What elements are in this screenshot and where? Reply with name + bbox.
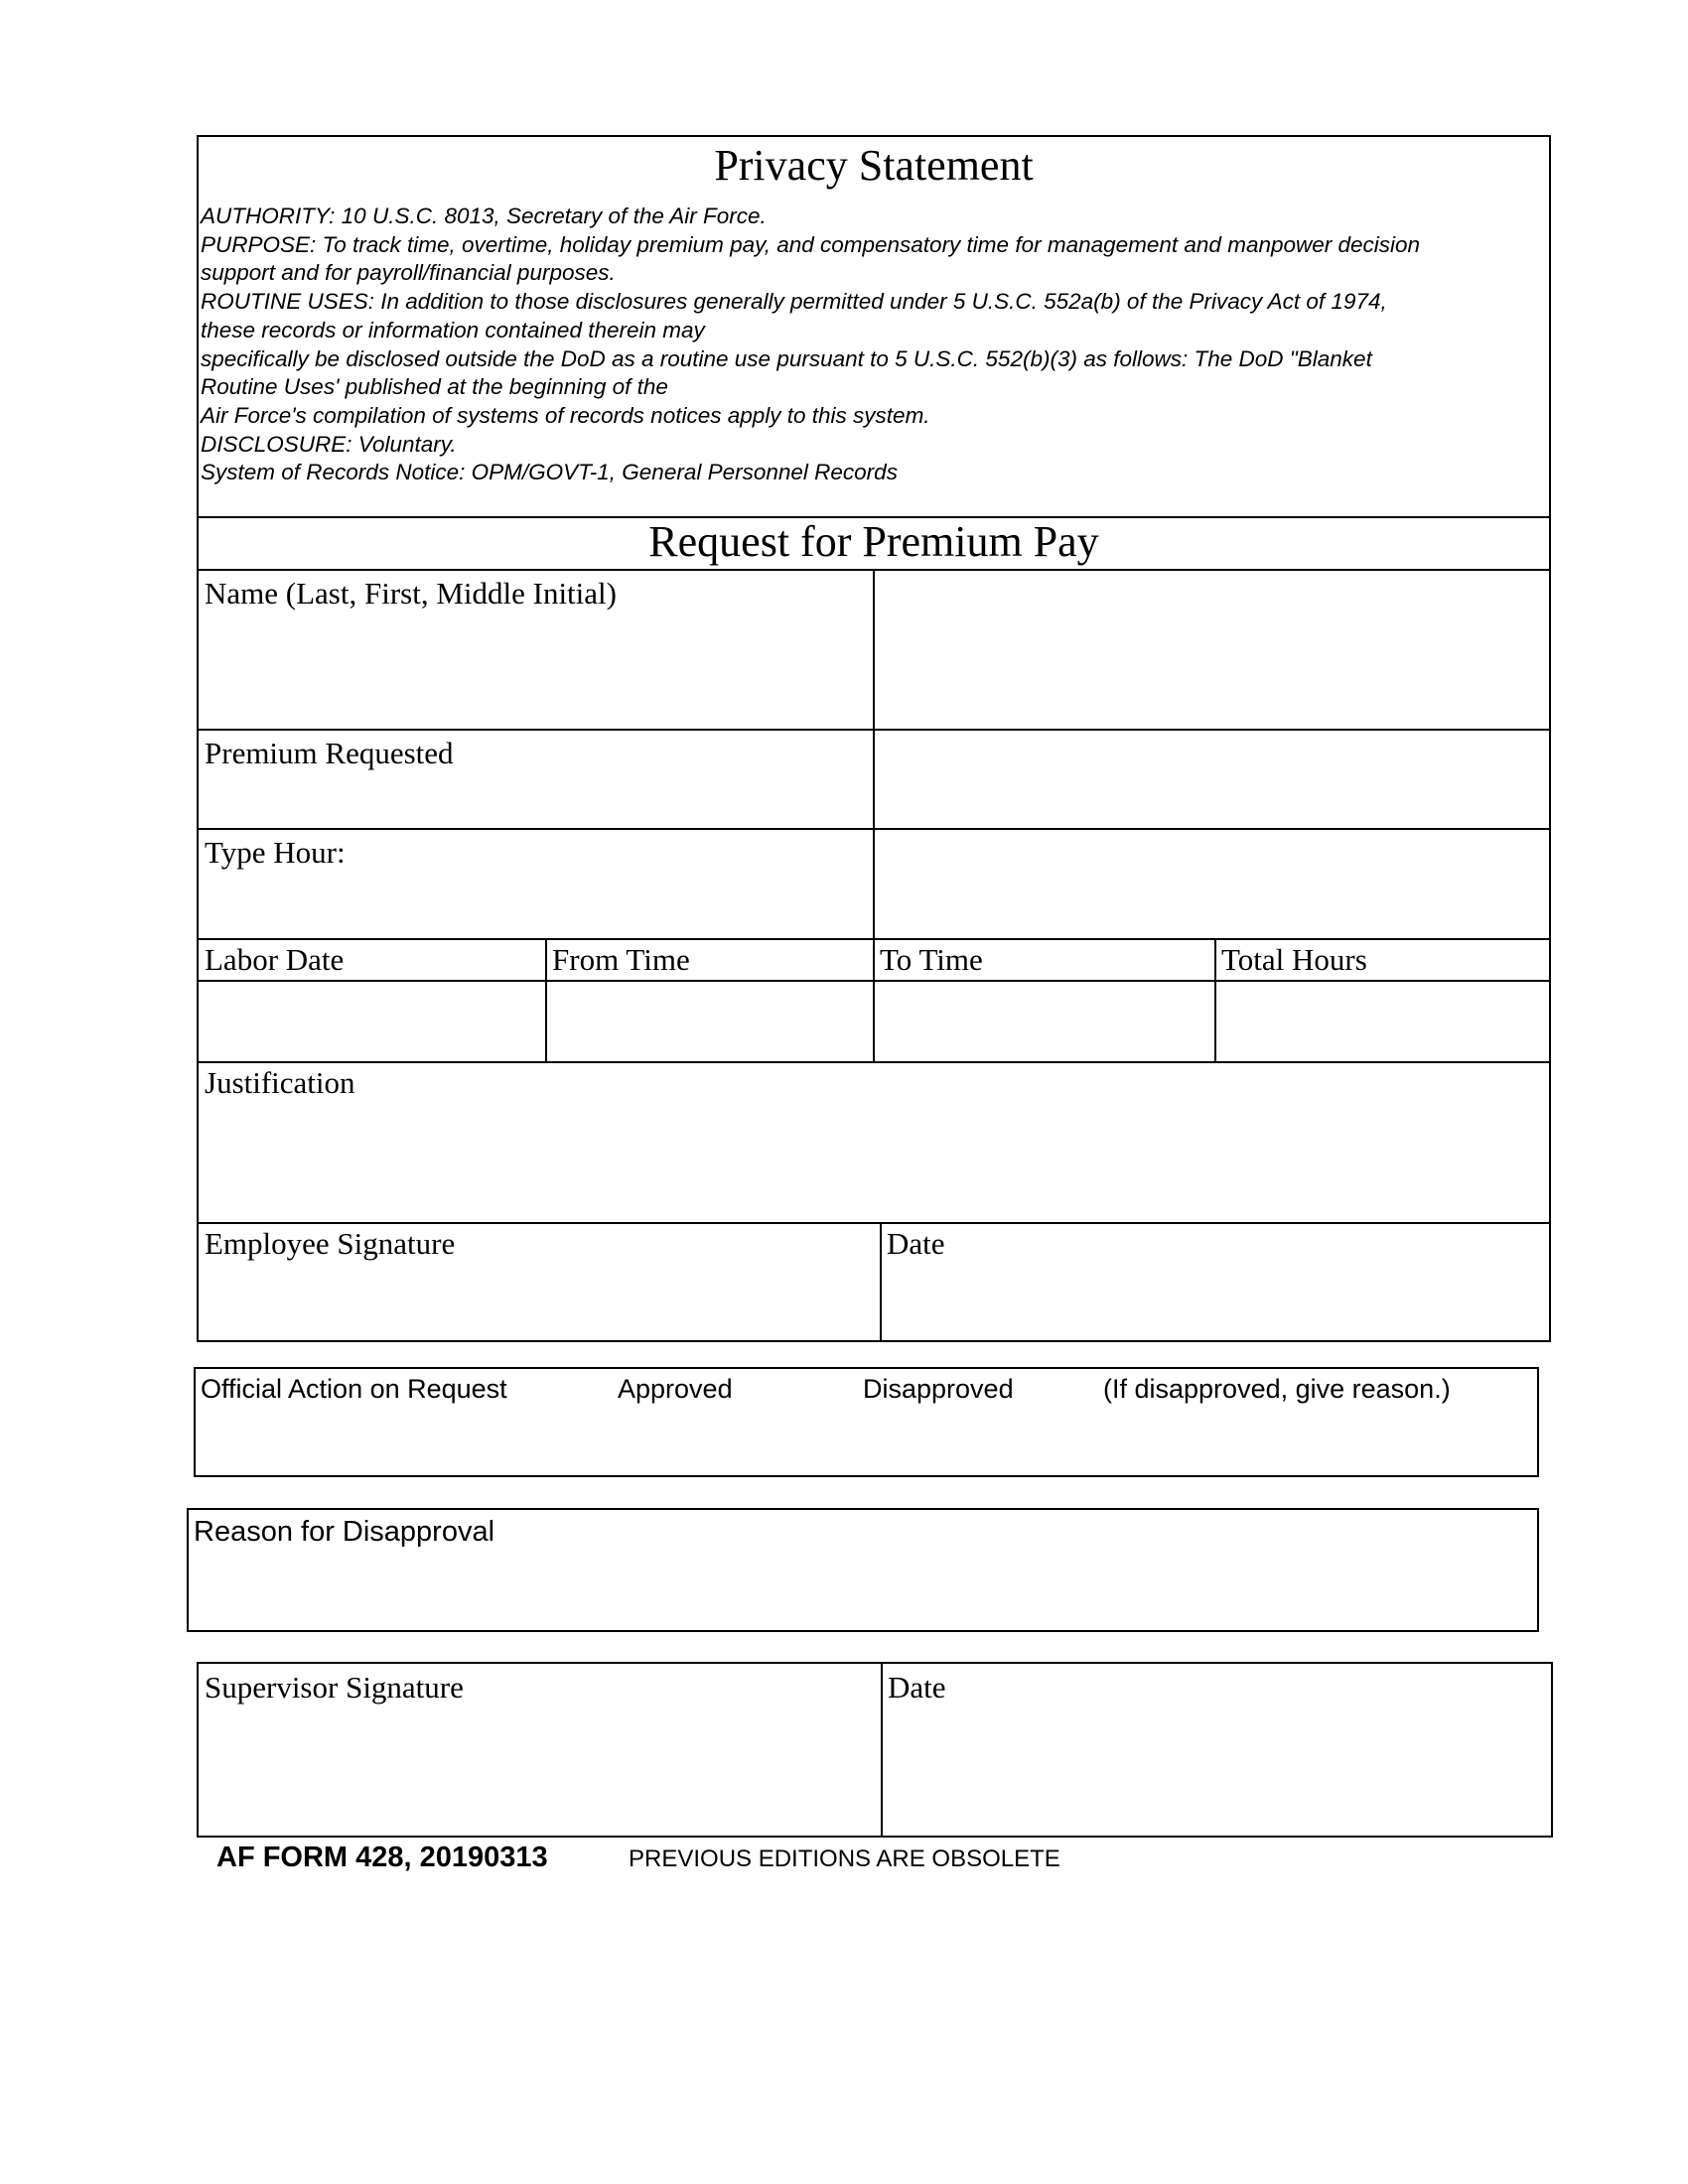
disapproval-note: (If disapproved, give reason.) [1103,1374,1451,1404]
from-time-label: From Time [552,942,690,977]
disapproval-reason-box [187,1508,1539,1632]
privacy-line: Air Force's compilation of systems of records notices apply to this system. [201,402,930,428]
employee-signature-field[interactable] [199,1264,878,1341]
premium-requested-field[interactable] [875,731,1550,826]
form-id: AF FORM 428, 20190313 [216,1842,548,1873]
to-time-label: To Time [880,942,983,977]
supervisor-date-field[interactable] [885,1707,1551,1836]
supervisor-date-label: Date [888,1670,946,1705]
approved-option[interactable]: Approved [618,1374,733,1404]
column-divider [880,1222,882,1342]
privacy-line: specifically be disclosed outside the DoD as a routine use pursuant to 5 U.S.C. 552(b)(3) as follows: The DoD "Blanket [201,345,1372,371]
employee-date-label: Date [887,1226,945,1261]
privacy-line: these records or information contained therein may [201,317,705,342]
privacy-line: PURPOSE: To track time, overtime, holiday premium pay, and compensatory time for management and manpower decision [201,231,1421,257]
disapproved-option[interactable]: Disapproved [863,1374,1014,1404]
employee-date-field[interactable] [884,1264,1550,1341]
name-field[interactable] [875,571,1550,728]
row-divider [199,1222,1549,1224]
to-time-field[interactable] [875,982,1214,1061]
type-hour-field[interactable] [875,830,1550,937]
employee-signature-label: Employee Signature [205,1226,456,1261]
from-time-field[interactable] [547,982,873,1061]
obsolete-notice: PREVIOUS EDITIONS ARE OBSOLETE [629,1845,1060,1872]
official-action-label: Official Action on Request [201,1374,507,1404]
supervisor-signature-label: Supervisor Signature [205,1670,464,1705]
request-title: Request for Premium Pay [648,517,1099,566]
total-hours-field[interactable] [1216,982,1550,1061]
premium-pay-form [197,135,1551,1342]
privacy-statement-title: Privacy Statement [714,141,1034,190]
official-action-box [194,1367,1539,1477]
supervisor-box [197,1662,1553,1838]
privacy-line: Routine Uses' published at the beginning of the [201,374,668,400]
labor-date-label: Labor Date [205,942,345,977]
total-hours-label: Total Hours [1221,942,1367,977]
column-divider [881,1664,883,1836]
privacy-line: AUTHORITY: 10 U.S.C. 8013, Secretary of the Air Force. [201,204,767,228]
supervisor-signature-field[interactable] [199,1707,879,1836]
labor-date-field[interactable] [199,982,545,1061]
type-hour-label: Type Hour: [205,835,346,870]
privacy-line: support and for payroll/financial purposes. [201,260,616,286]
privacy-line: ROUTINE USES: In addition to those disclosures generally permitted under 5 U.S.C. 552a(b) of the Privacy Act of 1974, [201,289,1387,315]
row-divider [199,1061,1549,1063]
name-label: Name (Last, First, Middle Initial) [205,576,617,611]
disapproval-reason-label: Reason for Disapproval [194,1516,495,1548]
justification-field[interactable] [199,1105,1550,1220]
privacy-line: System of Records Notice: OPM/GOVT-1, General Personnel Records [201,460,898,485]
premium-requested-label: Premium Requested [205,736,454,770]
privacy-line: DISCLOSURE: Voluntary. [201,431,457,457]
privacy-statement-text [201,203,1557,487]
justification-label: Justification [205,1065,355,1100]
disapproval-reason-field[interactable] [189,1556,1537,1630]
